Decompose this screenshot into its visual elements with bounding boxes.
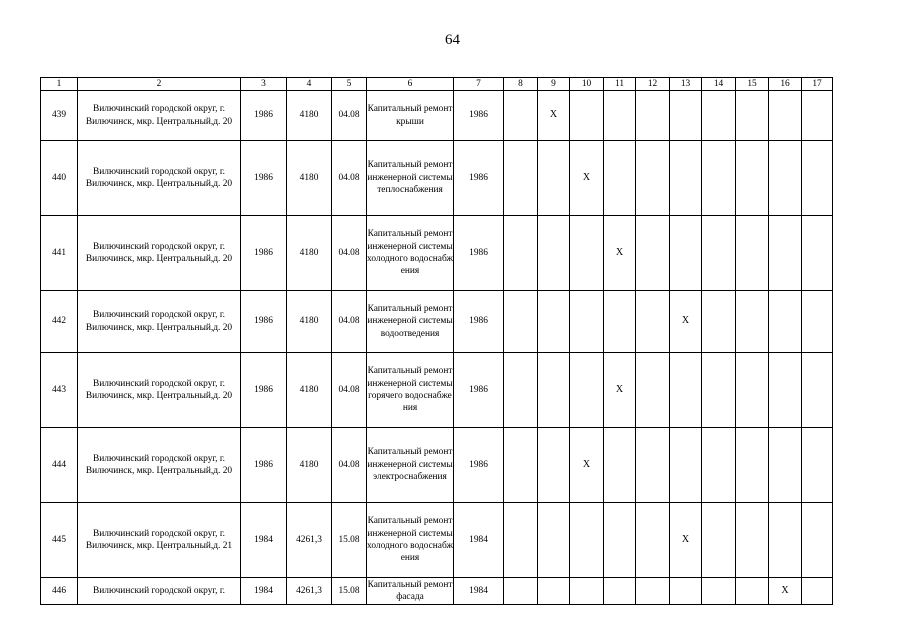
column-number-row (41, 78, 833, 91)
row-number-cell: 442 (41, 291, 78, 353)
empty-cell (702, 291, 736, 353)
empty-cell (504, 353, 538, 428)
row-number-cell: 446 (41, 578, 78, 605)
empty-cell (604, 291, 636, 353)
address-cell: Вилючинский городской округ, г. Вилючинск, мкр. Центральный,д. 20 (78, 141, 241, 216)
address-cell: Вилючинский городской округ, г. Вилючинск, мкр. Центральный,д. 21 (78, 503, 241, 578)
period-code-cell: 04.08 (332, 353, 367, 428)
address-cell: Вилючинский городской округ, г. Вилючинск, мкр. Центральный,д. 20 (78, 291, 241, 353)
column-number-14: 14 (702, 78, 736, 91)
row-number-cell: 440 (41, 141, 78, 216)
empty-cell (769, 503, 802, 578)
empty-cell (604, 578, 636, 605)
empty-cell (802, 503, 833, 578)
empty-cell (538, 428, 570, 503)
empty-cell (604, 91, 636, 141)
work-type-cell: Капитальный ремонт инженерной системы холодного водоснабжения (367, 216, 454, 291)
column-number-9: 9 (538, 78, 570, 91)
row-number-cell: 439 (41, 91, 78, 141)
year-cell: 1986 (454, 216, 504, 291)
empty-cell (769, 216, 802, 291)
mark-cell: Х (570, 141, 604, 216)
empty-cell (604, 428, 636, 503)
year-cell: 1984 (454, 578, 504, 605)
table-row (41, 428, 833, 503)
mark-cell: Х (670, 503, 702, 578)
year-cell: 1986 (454, 428, 504, 503)
work-type-cell: Капитальный ремонт инженерной системы электроснабжения (367, 428, 454, 503)
year-built-cell: 1986 (241, 291, 287, 353)
column-number-13: 13 (670, 78, 702, 91)
empty-cell (702, 141, 736, 216)
area-cell: 4180 (287, 291, 332, 353)
period-code-cell: 04.08 (332, 216, 367, 291)
work-type-cell: Капитальный ремонт крыши (367, 91, 454, 141)
column-number-12: 12 (636, 78, 670, 91)
empty-cell (504, 503, 538, 578)
year-cell: 1986 (454, 91, 504, 141)
year-built-cell: 1986 (241, 91, 287, 141)
empty-cell (670, 216, 702, 291)
area-cell: 4261,3 (287, 578, 332, 605)
empty-cell (802, 141, 833, 216)
column-number-3: 3 (241, 78, 287, 91)
table-row (41, 216, 833, 291)
empty-cell (736, 141, 769, 216)
empty-cell (802, 578, 833, 605)
year-built-cell: 1986 (241, 428, 287, 503)
empty-cell (570, 216, 604, 291)
column-number-4: 4 (287, 78, 332, 91)
period-code-cell: 04.08 (332, 91, 367, 141)
empty-cell (802, 216, 833, 291)
row-number-cell: 441 (41, 216, 78, 291)
empty-cell (538, 291, 570, 353)
table-row (41, 578, 833, 605)
empty-cell (769, 353, 802, 428)
empty-cell (702, 216, 736, 291)
empty-cell (802, 353, 833, 428)
year-cell: 1986 (454, 141, 504, 216)
empty-cell (636, 291, 670, 353)
empty-cell (702, 353, 736, 428)
empty-cell (702, 428, 736, 503)
table-row (41, 503, 833, 578)
empty-cell (570, 503, 604, 578)
area-cell: 4180 (287, 91, 332, 141)
empty-cell (570, 578, 604, 605)
page-number: 64 (445, 32, 460, 48)
empty-cell (702, 91, 736, 141)
table-row (41, 91, 833, 141)
work-type-cell: Капитальный ремонт инженерной системы теплоснабжения (367, 141, 454, 216)
year-built-cell: 1986 (241, 216, 287, 291)
year-built-cell: 1986 (241, 353, 287, 428)
empty-cell (702, 503, 736, 578)
period-code-cell: 04.08 (332, 291, 367, 353)
empty-cell (538, 503, 570, 578)
mark-cell: Х (769, 578, 802, 605)
empty-cell (504, 91, 538, 141)
address-cell: Вилючинский городской округ, г. (78, 578, 241, 605)
area-cell: 4180 (287, 216, 332, 291)
column-number-7: 7 (454, 78, 504, 91)
period-code-cell: 04.08 (332, 428, 367, 503)
empty-cell (769, 291, 802, 353)
empty-cell (736, 291, 769, 353)
period-code-cell: 15.08 (332, 578, 367, 605)
column-number-8: 8 (504, 78, 538, 91)
empty-cell (604, 141, 636, 216)
empty-cell (769, 141, 802, 216)
empty-cell (504, 141, 538, 216)
empty-cell (736, 216, 769, 291)
row-number-cell: 444 (41, 428, 78, 503)
year-built-cell: 1984 (241, 578, 287, 605)
empty-cell (504, 291, 538, 353)
column-number-6: 6 (367, 78, 454, 91)
mark-cell: Х (604, 353, 636, 428)
empty-cell (670, 578, 702, 605)
empty-cell (702, 578, 736, 605)
table-row (41, 141, 833, 216)
empty-cell (538, 353, 570, 428)
column-number-15: 15 (736, 78, 769, 91)
column-number-10: 10 (570, 78, 604, 91)
empty-cell (769, 428, 802, 503)
address-cell: Вилючинский городской округ, г. Вилючинск, мкр. Центральный,д. 20 (78, 353, 241, 428)
empty-cell (736, 353, 769, 428)
column-number-2: 2 (78, 78, 241, 91)
table-row (41, 291, 833, 353)
empty-cell (570, 353, 604, 428)
work-type-cell: Капитальный ремонт инженерной системы холодного водоснабжения (367, 503, 454, 578)
area-cell: 4261,3 (287, 503, 332, 578)
address-cell: Вилючинский городской округ, г. Вилючинск, мкр. Центральный,д. 20 (78, 428, 241, 503)
column-number-16: 16 (769, 78, 802, 91)
empty-cell (670, 141, 702, 216)
empty-cell (736, 428, 769, 503)
empty-cell (769, 91, 802, 141)
empty-cell (636, 503, 670, 578)
empty-cell (504, 428, 538, 503)
capital-repair-table (40, 77, 833, 605)
empty-cell (538, 141, 570, 216)
column-number-17: 17 (802, 78, 833, 91)
empty-cell (636, 578, 670, 605)
area-cell: 4180 (287, 141, 332, 216)
year-built-cell: 1986 (241, 141, 287, 216)
empty-cell (504, 216, 538, 291)
row-number-cell: 445 (41, 503, 78, 578)
year-built-cell: 1984 (241, 503, 287, 578)
mark-cell: Х (570, 428, 604, 503)
year-cell: 1986 (454, 353, 504, 428)
row-number-cell: 443 (41, 353, 78, 428)
empty-cell (570, 291, 604, 353)
empty-cell (636, 428, 670, 503)
work-type-cell: Капитальный ремонт инженерной системы горячего водоснабжения (367, 353, 454, 428)
work-type-cell: Капитальный ремонт инженерной системы водоотведения (367, 291, 454, 353)
empty-cell (604, 503, 636, 578)
mark-cell: Х (604, 216, 636, 291)
column-number-1: 1 (41, 78, 78, 91)
empty-cell (538, 578, 570, 605)
year-cell: 1984 (454, 503, 504, 578)
column-number-11: 11 (604, 78, 636, 91)
empty-cell (736, 503, 769, 578)
address-cell: Вилючинский городской округ, г. Вилючинск, мкр. Центральный,д. 20 (78, 91, 241, 141)
empty-cell (802, 91, 833, 141)
empty-cell (636, 141, 670, 216)
period-code-cell: 04.08 (332, 141, 367, 216)
column-number-5: 5 (332, 78, 367, 91)
empty-cell (570, 91, 604, 141)
empty-cell (670, 91, 702, 141)
mark-cell: Х (538, 91, 570, 141)
empty-cell (802, 428, 833, 503)
empty-cell (538, 216, 570, 291)
empty-cell (670, 353, 702, 428)
address-cell: Вилючинский городской округ, г. Вилючинск, мкр. Центральный,д. 20 (78, 216, 241, 291)
empty-cell (636, 91, 670, 141)
empty-cell (636, 216, 670, 291)
work-type-cell: Капитальный ремонт фасада (367, 578, 454, 605)
area-cell: 4180 (287, 353, 332, 428)
empty-cell (670, 428, 702, 503)
year-cell: 1986 (454, 291, 504, 353)
table-body (41, 78, 833, 605)
empty-cell (636, 353, 670, 428)
period-code-cell: 15.08 (332, 503, 367, 578)
empty-cell (504, 578, 538, 605)
empty-cell (736, 91, 769, 141)
area-cell: 4180 (287, 428, 332, 503)
empty-cell (802, 291, 833, 353)
mark-cell: Х (670, 291, 702, 353)
table-row (41, 353, 833, 428)
empty-cell (736, 578, 769, 605)
